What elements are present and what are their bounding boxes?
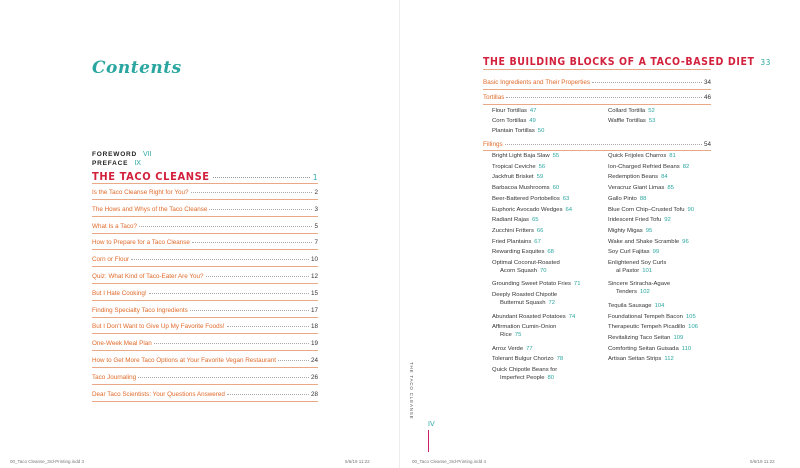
toc-entry bbox=[92, 273, 318, 280]
recipe-page: 75 bbox=[514, 332, 522, 339]
right-page bbox=[400, 0, 800, 468]
recipe-item bbox=[608, 280, 670, 296]
toc-entry bbox=[92, 290, 318, 297]
recipe-page: 92 bbox=[664, 217, 671, 224]
divider-rule bbox=[92, 367, 318, 368]
recipe-page: 78 bbox=[556, 356, 564, 363]
recipe-item bbox=[608, 163, 689, 171]
divider-rule bbox=[92, 249, 318, 250]
recipe-name: Tequila Sausage bbox=[608, 302, 652, 309]
leader-dots bbox=[149, 293, 309, 294]
recipe-name: Enlightened Soy Curls bbox=[608, 260, 667, 266]
toc-entry-page: 18 bbox=[310, 323, 318, 331]
slug-right-date: 5/6/19 11:22 bbox=[750, 459, 775, 464]
divider-rule bbox=[92, 401, 318, 402]
recipe-item bbox=[492, 291, 557, 307]
toc-entry-title: Is the Taco Cleanse Right for You? bbox=[92, 189, 189, 196]
recipe-name: Grounding Sweet Potato Fries bbox=[492, 281, 571, 288]
recipe-page: 65 bbox=[532, 217, 539, 224]
recipe-item bbox=[492, 117, 536, 125]
recipe-name: Ion-Charged Refried Beans bbox=[608, 163, 680, 170]
toc-entry-title: How to Get More Taco Options at Your Favorite Vegan Restaurant bbox=[92, 357, 276, 364]
folio-page-number: IV bbox=[428, 421, 435, 428]
chapter-title-building-blocks bbox=[483, 56, 771, 68]
section-title: Basic Ingredients and Their Properties bbox=[483, 79, 590, 86]
recipe-name-cont bbox=[492, 267, 560, 275]
leader-dots bbox=[191, 192, 313, 193]
recipe-page: 101 bbox=[642, 268, 653, 274]
recipe-name: Zucchini Fritters bbox=[492, 227, 534, 234]
leader-dots bbox=[131, 259, 309, 260]
recipe-name: Plantain Tortillas bbox=[492, 128, 535, 134]
recipe-page: 70 bbox=[540, 268, 547, 274]
divider-rule bbox=[92, 333, 318, 334]
leader-dots bbox=[505, 144, 702, 145]
recipe-item bbox=[492, 366, 557, 382]
chapter-page-number: 1 bbox=[312, 173, 318, 182]
chapter-title-taco-cleanse bbox=[92, 170, 318, 183]
recipe-name: Beer-Battered Portobellos bbox=[492, 195, 560, 202]
recipe-page: 59 bbox=[536, 174, 544, 181]
recipe-page: 88 bbox=[639, 195, 647, 202]
recipe-item bbox=[492, 238, 541, 246]
section-title: Fillings bbox=[483, 141, 503, 148]
contents-title: Contents bbox=[92, 58, 182, 78]
section-page: 46 bbox=[703, 94, 711, 101]
recipe-item bbox=[492, 195, 569, 203]
recipe-page: 68 bbox=[547, 249, 554, 256]
recipe-page: 84 bbox=[661, 174, 668, 181]
recipe-name-cont bbox=[492, 299, 557, 307]
toc-entry bbox=[92, 340, 318, 347]
leader-dots bbox=[592, 82, 702, 83]
recipe-page: 60 bbox=[552, 185, 560, 192]
recipe-page: 104 bbox=[654, 302, 665, 309]
recipe-name: Optimal Coconut-Roasted bbox=[492, 260, 560, 266]
toc-entry bbox=[92, 357, 318, 364]
recipe-item bbox=[608, 313, 696, 321]
recipe-item bbox=[608, 323, 698, 331]
recipe-page: 102 bbox=[639, 289, 650, 296]
recipe-name: Affirmation Cumin-Onion bbox=[492, 324, 557, 331]
divider-rule bbox=[483, 104, 711, 105]
recipe-page: 112 bbox=[664, 356, 674, 363]
toc-entry-page: 19 bbox=[310, 340, 318, 348]
recipe-page: 96 bbox=[682, 238, 689, 245]
recipe-item bbox=[608, 302, 664, 310]
toc-entry-page: 10 bbox=[310, 256, 318, 264]
recipe-page: 74 bbox=[568, 313, 576, 320]
section-page: 34 bbox=[703, 79, 711, 86]
recipe-name: Soy Curl Fajitas bbox=[608, 249, 650, 256]
divider-rule bbox=[483, 150, 711, 151]
recipe-item bbox=[608, 216, 671, 224]
divider-rule bbox=[92, 283, 318, 284]
leader-dots bbox=[139, 226, 312, 227]
recipe-name: Fried Plantains bbox=[492, 238, 532, 245]
recipe-name: Barbacoa Mushrooms bbox=[492, 185, 550, 192]
recipe-page: 95 bbox=[645, 227, 653, 234]
recipe-name: Radiant Rajas bbox=[492, 217, 530, 224]
recipe-name-cont bbox=[608, 267, 666, 275]
toc-entry bbox=[92, 206, 318, 213]
recipe-item bbox=[492, 163, 545, 171]
chapter-title-text: THE TACO CLEANSE bbox=[92, 170, 210, 183]
leader-dots bbox=[154, 343, 309, 344]
front-matter-page: VII bbox=[143, 151, 152, 158]
recipe-item bbox=[608, 173, 668, 181]
recipe-name: Tropical Ceviche bbox=[492, 163, 536, 170]
recipe-item bbox=[492, 152, 559, 160]
recipe-name: Abundant Roasted Potatoes bbox=[492, 313, 566, 320]
recipe-name: Gallo Pinto bbox=[608, 195, 637, 202]
divider-rule bbox=[92, 317, 318, 318]
toc-entry-title: Taco Journaling bbox=[92, 373, 137, 381]
divider-rule bbox=[483, 69, 711, 70]
toc-entry bbox=[92, 223, 318, 230]
recipe-page: 80 bbox=[547, 375, 555, 381]
leader-dots bbox=[278, 360, 309, 361]
leader-dots bbox=[206, 276, 309, 277]
leader-dots bbox=[192, 242, 313, 243]
recipe-item bbox=[608, 259, 666, 275]
front-matter-label: PREFACE bbox=[92, 160, 129, 167]
recipe-name-cont bbox=[492, 374, 557, 382]
divider-rule bbox=[92, 233, 318, 234]
recipe-page: 99 bbox=[652, 249, 660, 256]
toc-entry-page: 15 bbox=[310, 289, 318, 297]
recipe-name: Collard Tortilla bbox=[608, 108, 646, 114]
recipe-item bbox=[608, 227, 652, 235]
recipe-item bbox=[608, 152, 676, 160]
toc-entry-page: 17 bbox=[310, 306, 318, 314]
recipe-name: Rewarding Esquites bbox=[492, 249, 545, 256]
gutter-divider bbox=[399, 0, 400, 468]
front-matter-label: FOREWORD bbox=[92, 151, 138, 158]
recipe-name-line2: Acorn Squash bbox=[500, 268, 538, 274]
recipe-name-line2: al Pastor bbox=[616, 268, 640, 274]
toc-entry-title: What Is a Taco? bbox=[92, 222, 138, 230]
recipe-item bbox=[492, 345, 533, 353]
recipe-item bbox=[492, 259, 560, 275]
folio-marker-bar bbox=[428, 430, 429, 452]
recipe-item bbox=[608, 117, 655, 125]
recipe-item bbox=[608, 206, 694, 214]
recipe-page: 82 bbox=[682, 163, 690, 170]
recipe-item bbox=[492, 107, 536, 115]
divider-rule bbox=[92, 266, 318, 267]
leader-dots bbox=[506, 97, 702, 98]
toc-entry bbox=[92, 391, 318, 398]
recipe-page: 105 bbox=[685, 313, 696, 320]
toc-entry-title: Finding Specialty Taco Ingredients bbox=[92, 306, 188, 314]
front-matter-preface bbox=[92, 160, 141, 167]
divider-rule bbox=[92, 216, 318, 217]
recipe-name-cont bbox=[492, 331, 556, 339]
recipe-name: Revitalizing Taco Seitan bbox=[608, 334, 671, 341]
recipe-item bbox=[608, 334, 683, 342]
recipe-item bbox=[492, 216, 539, 224]
toc-entry-title: Corn or Flour bbox=[92, 256, 130, 264]
divider-rule bbox=[92, 199, 318, 200]
recipe-page: 106 bbox=[688, 324, 699, 331]
toc-entry-page: 3 bbox=[314, 205, 318, 213]
toc-entry bbox=[92, 374, 318, 381]
recipe-page: 110 bbox=[681, 345, 692, 352]
leader-dots bbox=[227, 394, 309, 395]
toc-entry bbox=[92, 256, 318, 263]
section-fillings bbox=[483, 141, 711, 148]
leader-dots bbox=[213, 177, 310, 178]
recipe-item bbox=[608, 195, 646, 203]
recipe-name-line2: Butternut Squash bbox=[500, 300, 546, 307]
recipe-name: Quick Frijoles Charros bbox=[608, 153, 667, 159]
divider-rule bbox=[483, 89, 711, 90]
section-page: 54 bbox=[703, 141, 711, 148]
toc-entry-page: 28 bbox=[310, 390, 318, 398]
recipe-page: 67 bbox=[534, 238, 541, 245]
chapter-page-number: 33 bbox=[760, 58, 771, 67]
recipe-page: 52 bbox=[648, 108, 655, 114]
toc-entry-page: 12 bbox=[310, 273, 318, 280]
front-matter-foreword bbox=[92, 151, 152, 158]
recipe-page: 81 bbox=[669, 153, 676, 159]
recipe-page: 63 bbox=[562, 195, 570, 202]
recipe-name: Foundational Tempeh Bacon bbox=[608, 313, 683, 320]
recipe-name: Euphoric Avocado Wedges bbox=[492, 206, 563, 213]
toc-entry-title: Dear Taco Scientists: Your Questions Answered bbox=[92, 390, 225, 398]
recipe-page: 55 bbox=[552, 153, 560, 159]
toc-entry-title: The Hows and Whys of the Taco Cleanse bbox=[92, 205, 208, 213]
recipe-item bbox=[608, 345, 691, 353]
recipe-item bbox=[492, 280, 580, 288]
recipe-name-cont bbox=[608, 288, 670, 296]
recipe-name: Blue Corn Chip–Crusted Tofu bbox=[608, 206, 685, 213]
divider-rule bbox=[92, 350, 318, 351]
recipe-name: Artisan Seitan Strips bbox=[608, 356, 662, 363]
recipe-item bbox=[492, 206, 572, 214]
toc-entry-page: 26 bbox=[310, 373, 318, 381]
recipe-page: 85 bbox=[667, 185, 674, 192]
slug-right-file: 00_Taco Cleanse_3rd-Printing.indd 4 bbox=[412, 459, 487, 464]
slug-left-date: 5/6/19 11:22 bbox=[345, 459, 370, 464]
recipe-name: Redemption Beans bbox=[608, 174, 659, 181]
divider-rule bbox=[92, 300, 318, 301]
toc-entry-title: One-Week Meal Plan bbox=[92, 340, 152, 348]
leader-dots bbox=[138, 377, 309, 378]
toc-entry bbox=[92, 323, 318, 330]
toc-entry bbox=[92, 239, 318, 246]
recipe-name: Sincere Sriracha-Agave bbox=[608, 281, 671, 288]
section-basic-ingredients bbox=[483, 79, 711, 86]
recipe-page: 72 bbox=[548, 300, 556, 307]
recipe-page: 71 bbox=[573, 281, 581, 288]
recipe-item bbox=[492, 355, 563, 363]
leader-dots bbox=[190, 310, 309, 311]
running-head-vertical: THE TACO CLEANSE bbox=[409, 362, 414, 420]
recipe-name-line2: Rice bbox=[500, 332, 512, 339]
toc-entry-title: But I Hate Cooking! bbox=[92, 289, 147, 297]
recipe-item bbox=[492, 227, 543, 235]
recipe-item bbox=[608, 355, 674, 363]
recipe-name-line2: Tenders bbox=[616, 289, 637, 296]
toc-entry-title: Quiz: What Kind of Taco-Eater Are You? bbox=[92, 273, 204, 280]
recipe-page: 66 bbox=[536, 227, 544, 234]
toc-entry-page: 24 bbox=[310, 357, 318, 364]
recipe-page: 49 bbox=[529, 118, 536, 124]
recipe-item bbox=[608, 238, 689, 246]
recipe-name: Comforting Seitan Guisada bbox=[608, 345, 679, 352]
recipe-name: Bright Light Baja Slaw bbox=[492, 153, 550, 159]
recipe-item bbox=[492, 173, 543, 181]
recipe-name: Waffle Tortillas bbox=[608, 118, 646, 124]
leader-dots bbox=[209, 209, 312, 210]
section-title: Tortillas bbox=[483, 94, 505, 101]
recipe-name: Deeply Roasted Chipotle bbox=[492, 292, 558, 299]
recipe-item bbox=[492, 248, 554, 256]
recipe-page: 90 bbox=[687, 206, 695, 213]
recipe-page: 53 bbox=[648, 118, 656, 124]
toc-entry bbox=[92, 189, 318, 196]
toc-entry-page: 5 bbox=[314, 222, 318, 230]
recipe-name: Arroz Verde bbox=[492, 345, 524, 352]
leader-dots bbox=[227, 326, 309, 327]
toc-entry-page: 2 bbox=[314, 189, 318, 196]
recipe-item bbox=[492, 313, 575, 321]
recipe-page: 50 bbox=[537, 128, 545, 134]
recipe-name: Wake and Shake Scramble bbox=[608, 238, 680, 245]
recipe-item bbox=[608, 248, 659, 256]
recipe-name: Mighty Migas bbox=[608, 227, 643, 234]
recipe-name: Tolerant Bulgur Chorizo bbox=[492, 356, 554, 363]
toc-entry-title: How to Prepare for a Taco Cleanse bbox=[92, 239, 190, 247]
chapter-title-text: THE BUILDING BLOCKS OF A TACO-BASED DIET bbox=[483, 56, 755, 68]
toc-entry-title: But I Don't Want to Give Up My Favorite Foods! bbox=[92, 323, 225, 331]
recipe-item bbox=[492, 323, 556, 339]
recipe-item bbox=[608, 184, 674, 192]
recipe-name: Jackfruit Brisket bbox=[492, 174, 534, 181]
recipe-name: Iridescent Fried Tofu bbox=[608, 217, 662, 224]
divider-rule bbox=[92, 384, 318, 385]
recipe-name: Therapeutic Tempeh Picadillo bbox=[608, 324, 686, 331]
recipe-item bbox=[608, 107, 655, 115]
front-matter-page: IX bbox=[134, 160, 141, 167]
recipe-page: 56 bbox=[538, 163, 546, 170]
recipe-name: Quick Chipotle Beans for bbox=[492, 367, 558, 373]
recipe-page: 109 bbox=[673, 334, 684, 341]
slug-left-file: 00_Taco Cleanse_3rd-Printing.indd 3 bbox=[10, 459, 85, 464]
recipe-page: 77 bbox=[526, 345, 533, 352]
section-tortillas bbox=[483, 94, 711, 101]
recipe-name: Corn Tortillas bbox=[492, 118, 527, 124]
recipe-item bbox=[492, 127, 544, 135]
recipe-name: Flour Tortillas bbox=[492, 108, 527, 114]
recipe-name-line2: Imperfect People bbox=[500, 375, 545, 381]
recipe-page: 47 bbox=[529, 108, 537, 114]
recipe-name: Veracruz Giant Limas bbox=[608, 185, 665, 192]
recipe-item bbox=[492, 184, 559, 192]
divider-rule bbox=[92, 183, 318, 184]
recipe-page: 64 bbox=[565, 206, 573, 213]
toc-entry bbox=[92, 307, 318, 314]
toc-entry-page: 7 bbox=[314, 239, 318, 247]
